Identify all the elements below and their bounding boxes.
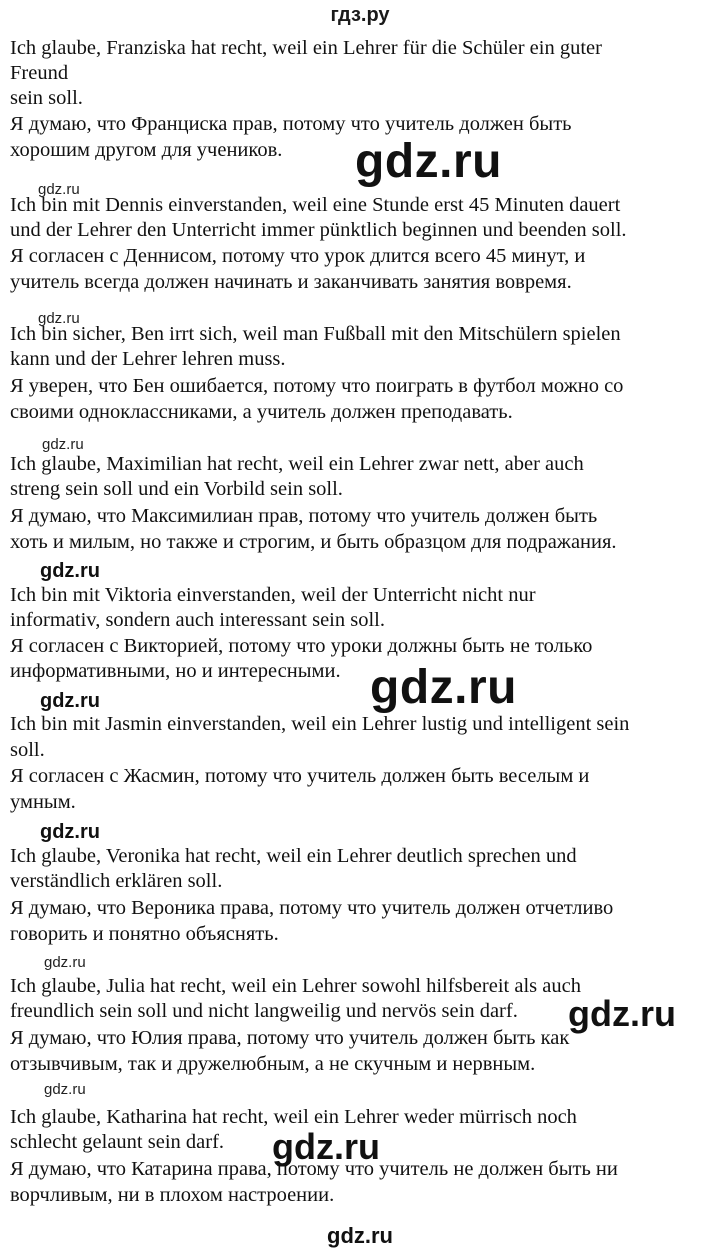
text-line: ворчливым, ни в плохом настроении. (10, 1184, 335, 1206)
text-line: хоть и милым, но также и строгим, и быть образцом для подражания. (10, 531, 617, 553)
watermark-small: gdz.ru (44, 954, 86, 971)
watermark-small: gdz.ru (44, 1081, 86, 1098)
text-line: хорошим другом для учеников. (10, 139, 283, 161)
watermark-small: gdz.ru (42, 436, 84, 453)
text-line: Я думаю, что Франциска прав, потому что учитель должен быть (10, 113, 572, 135)
text-line: Я думаю, что Катарина права, потому что учитель не должен быть ни (10, 1158, 618, 1180)
text-line: informativ, sondern auch interessant sein soll. (10, 609, 385, 631)
text-line: Ich glaube, Veronika hat recht, weil ein Lehrer deutlich sprechen und (10, 845, 577, 867)
text-line: учитель всегда должен начинать и заканчивать занятия вовремя. (10, 271, 572, 293)
site-header: гдз.ру (330, 4, 390, 26)
text-line: Freund (10, 62, 69, 84)
text-line: Я думаю, что Юлия права, потому что учитель должен быть как (10, 1027, 570, 1049)
text-line: умным. (10, 791, 76, 813)
watermark-large: gdz.ru (272, 1126, 380, 1167)
text-line: своими одноклассниками, а учитель должен преподавать. (10, 401, 513, 423)
text-line: Ich bin mit Jasmin einverstanden, weil ein Lehrer lustig und intelligent sein (10, 713, 630, 735)
watermark-large: gdz.ru (568, 993, 676, 1034)
text-line: Я согласен с Жасмин, потому что учитель должен быть веселым и (10, 765, 590, 787)
text-line: schlecht gelaunt sein darf. (10, 1131, 225, 1153)
text-line: отзывчивым, так и дружелюбным, а не скучным и нервным. (10, 1053, 536, 1075)
text-line: Я уверен, что Бен ошибается, потому что поиграть в футбол можно со (10, 375, 624, 397)
watermark-small: gdz.ru (38, 310, 80, 327)
text-line: Ich glaube, Julia hat recht, weil ein Lehrer sowohl hilfsbereit als auch (10, 975, 581, 997)
text-line: Ich glaube, Maximilian hat recht, weil ein Lehrer zwar nett, aber auch (10, 453, 584, 475)
watermark-medium: gdz.ru (40, 821, 100, 843)
watermark-medium: gdz.ru (40, 690, 100, 712)
site-footer: gdz.ru (327, 1223, 393, 1248)
text-line: soll. (10, 739, 45, 761)
text-line: kann und der Lehrer lehren muss. (10, 348, 286, 370)
watermark-large: gdz.ru (370, 661, 517, 714)
text-line: Я согласен с Викторией, потому что уроки должны быть не только (10, 635, 593, 657)
text-line: freundlich sein soll und nicht langweilig und nervös sein darf. (10, 1000, 518, 1022)
text-line: Ich bin sicher, Ben irrt sich, weil man Fußball mit den Mitschülern spielen (10, 323, 621, 345)
text-line: streng sein soll und ein Vorbild sein soll. (10, 478, 343, 500)
text-line: Ich bin mit Viktoria einverstanden, weil der Unterricht nicht nur (10, 584, 536, 606)
text-line: sein soll. (10, 87, 83, 109)
text-line: Я думаю, что Вероника права, потому что учитель должен отчетливо (10, 897, 614, 919)
text-line: Я думаю, что Максимилиан прав, потому что учитель должен быть (10, 505, 598, 527)
text-line: говорить и понятно объяснять. (10, 923, 279, 945)
text-line: информативными, но и интересными. (10, 660, 341, 682)
text-line: Ich glaube, Katharina hat recht, weil ein Lehrer weder mürrisch noch (10, 1106, 577, 1128)
watermark-medium: gdz.ru (40, 560, 100, 582)
text-line: Ich glaube, Franziska hat recht, weil ein Lehrer für die Schüler ein guter (10, 37, 602, 59)
text-line: und der Lehrer den Unterricht immer pünktlich beginnen und beenden soll. (10, 219, 627, 241)
text-line: Я согласен с Деннисом, потому что урок длится всего 45 минут, и (10, 245, 586, 267)
watermark-large: gdz.ru (355, 135, 502, 188)
watermark-small: gdz.ru (38, 181, 80, 198)
text-line: verständlich erklären soll. (10, 870, 223, 892)
text-line: Ich bin mit Dennis einverstanden, weil eine Stunde erst 45 Minuten dauert (10, 194, 621, 216)
